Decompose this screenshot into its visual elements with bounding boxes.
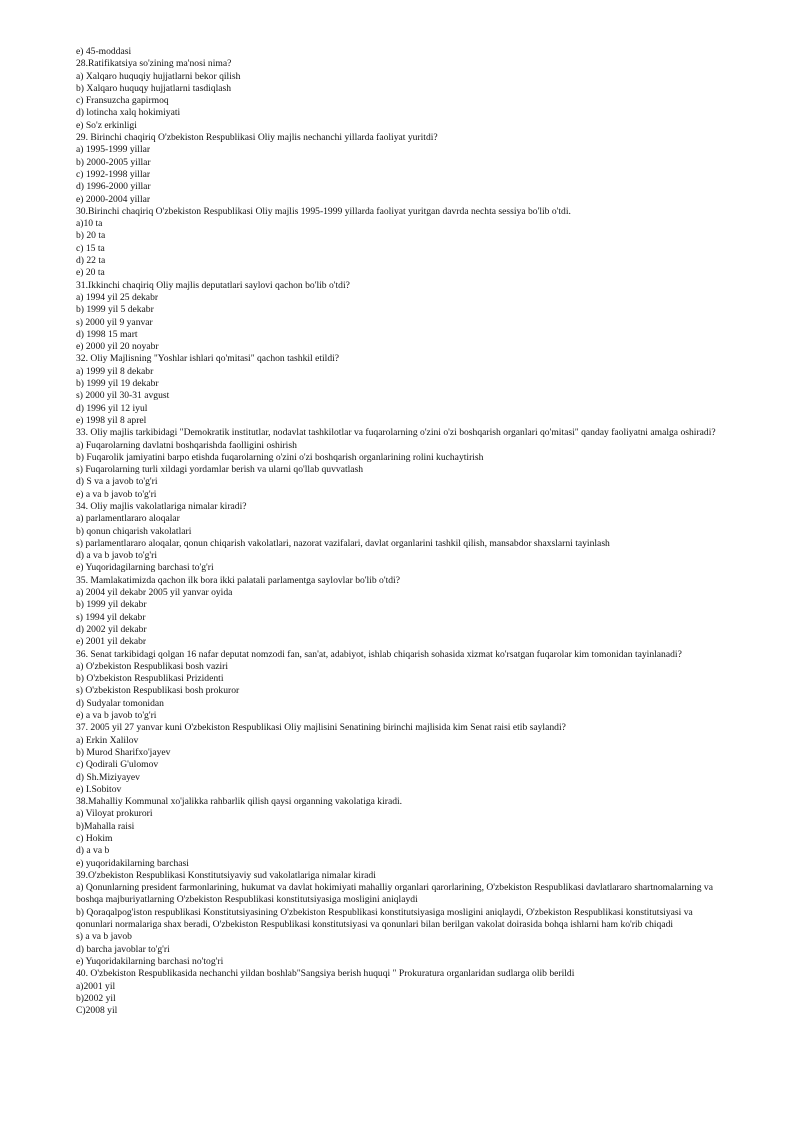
- text-line: 40. O'zbekiston Respublikasida nechanchi yildan boshlab"Sangsiya berish huquqi " Prokuratura organlaridan sudlarga olib berildi: [76, 968, 575, 980]
- text-line: a) Erkin Xalilov: [76, 734, 139, 746]
- text-line: a) Xalqaro huquqiy hujjatlarni bekor qilish: [76, 70, 241, 82]
- text-line: a) Fuqarolarning davlatni boshqarishda faolligini oshirish: [76, 439, 297, 451]
- text-line: e) 2001 yil dekabr: [76, 636, 147, 648]
- text-line: c) Hokim: [76, 833, 113, 844]
- text-line: a) O'zbekiston Respublikasi bosh vaziri: [76, 660, 229, 672]
- text-line: 38.Mahalliy Kommunal xo'jalikka rahbarlik qilish qaysi organning vakolatiga kiradi.: [76, 796, 403, 808]
- text-line: d) 1998 15 mart: [76, 328, 138, 340]
- text-line: d) Sudyalar tomonidan: [76, 697, 164, 709]
- text-line: a) Qonunlarning president farmonlarining, hukumat va davlat hokimiyati mahalliy organlari qarorlarining, O'zbekiston Respublikasi davlatlararo shartnomalarning va boshqa majburiyatlarning O'zbekiston Respublikasi konstitutsiyasiga mosligini aniqlaydi: [76, 882, 713, 906]
- text-line: e) Yuqoridakilarning barchasi no'tog'ri: [76, 955, 224, 967]
- text-line: e) 2000 yil 20 noyabr: [76, 341, 159, 353]
- text-line: d) a va b: [76, 845, 110, 857]
- text-line: b) 1999 yil 19 dekabr: [76, 378, 159, 390]
- text-line: a) 1994 yil 25 dekabr: [76, 291, 159, 303]
- text-line: e) 20 ta: [76, 267, 105, 279]
- text-line: a) 2004 yil dekabr 2005 yil yanvar oyida: [76, 587, 233, 599]
- text-line: b) 1999 yil 5 dekabr: [76, 304, 154, 316]
- text-line: b) 1999 yil dekabr: [76, 599, 147, 611]
- text-line: 36. Senat tarkibidagi qolgan 16 nafar deputat nomzodi fan, san'at, adabiyot, ishlab chiqarish sohasida xizmat ko'rsatgan fuqarolar kim tomonidan tayinlanadi?: [76, 648, 682, 660]
- text-line: 28.Ratifikatsiya so'zining ma'nosi nima?: [76, 58, 232, 70]
- text-line: b) Xalqaro huquqy hujjatlarni tasdiqlash: [76, 82, 232, 94]
- text-line: e) Yuqoridagilarning barchasi to'g'ri: [76, 562, 214, 574]
- text-line: s) parlamentlararo aloqalar, qonun chiqarish vakolatlari, nazorat vazifalari, davlat organlarini tashkil qilish, mansabdor shaxslarni tayinlash: [76, 537, 610, 549]
- text-line: 33. Oliy majlis tarkibidagi "Demokratik institutlar, nodavlat tashkilotlar va fuqarolarning o'zini o'zi boshqarish organlari qo'mitasi" qanday faoliyatni amalga oshiradi?: [76, 427, 716, 439]
- text-line: c) 1992-1998 yillar: [76, 168, 151, 180]
- text-line: s) Fuqarolarning turli xildagi yordamlar berish va ularni qo'llab quvvatlash: [76, 464, 364, 476]
- text-line: 39.O'zbekiston Respublikasi Konstitutsiyaviy sud vakolatlariga nimalar kiradi: [76, 869, 376, 881]
- text-line: d) 1996 yil 12 iyul: [76, 402, 148, 414]
- text-line: e) 2000-2004 yillar: [76, 193, 151, 205]
- text-line: d) 1996-2000 yillar: [76, 181, 151, 193]
- text-line: b) 20 ta: [76, 230, 106, 242]
- text-line: a)2001 yil: [76, 980, 116, 992]
- text-line: d) 2002 yil dekabr: [76, 623, 147, 635]
- text-line: s) 1994 yil dekabr: [76, 611, 146, 623]
- text-line: a) Viloyat prokurori: [76, 808, 153, 820]
- text-line: b) Fuqarolik jamiyatini barpo etishda fuqarolarning o'zini o'zi boshqarish organlarining rolini kuchaytirish: [76, 451, 484, 463]
- text-line: d) Sh.Miziyayev: [76, 771, 140, 783]
- text-line: 37. 2005 yil 27 yanvar kuni O'zbekiston Respublikasi Oliy majlisini Senatining birinchi majlisida kim Senat raisi etib saylandi?: [76, 722, 566, 734]
- text-line: e) So'z erkinligi: [76, 119, 137, 131]
- text-line: a) 1995-1999 yillar: [76, 144, 151, 156]
- text-line: C)2008 yil: [76, 1005, 118, 1017]
- text-line: 30.Birinchi chaqiriq O'zbekiston Respublikasi Oliy majlis 1995-1999 yillarda faoliyat yuritgan davrda nechta sessiya bo'lib o'tdi.: [76, 205, 571, 217]
- text-line: 31.Ikkinchi chaqiriq Oliy majlis deputatlari saylovi qachon bo'lib o'tdi?: [76, 279, 350, 291]
- text-line: d) barcha javoblar to'g'ri: [76, 943, 170, 955]
- text-line: e) yuqoridakilarning barchasi: [76, 857, 189, 869]
- text-line: a)10 ta: [76, 218, 103, 230]
- text-line: 34. Oliy majlis vakolatlariga nimalar kiradi?: [76, 500, 247, 512]
- text-line: s) a va b javob: [76, 931, 132, 943]
- text-line: c) Fransuzcha gapirmoq: [76, 95, 169, 107]
- text-line: e) a va b javob to'g'ri: [76, 488, 157, 500]
- text-line: c) 15 ta: [76, 242, 105, 254]
- text-line: c) Qodirali G'ulomov: [76, 759, 159, 771]
- text-line: d) a va b javob to'g'ri: [76, 550, 157, 562]
- text-line: b)2002 yil: [76, 992, 116, 1004]
- text-line: s) 2000 yil 9 yanvar: [76, 316, 153, 328]
- text-line: b) qonun chiqarish vakolatlari: [76, 525, 192, 537]
- text-line: e) 45-moddasi: [76, 46, 132, 57]
- text-line: e) 1998 yil 8 aprel: [76, 414, 147, 426]
- text-line: e) a va b javob to'g'ri: [76, 710, 157, 722]
- text-line: s) 2000 yil 30-31 avgust: [76, 390, 170, 402]
- text-line: b) O'zbekiston Respublikasi Prizidenti: [76, 673, 224, 685]
- text-line: b) Murod Sharifxo'jayev: [76, 746, 171, 758]
- text-line: s) O'zbekiston Respublikasi bosh prokuror: [76, 685, 240, 697]
- text-line: 35. Mamlakatimizda qachon ilk bora ikki palatali parlamentga saylovlar bo'lib o'tdi?: [76, 574, 400, 586]
- text-line: d) S va a javob to'g'ri: [76, 476, 158, 488]
- text-line: b) 2000-2005 yillar: [76, 156, 151, 168]
- text-line: a) 1999 yil 8 dekabr: [76, 365, 154, 377]
- document-text: [76, 46, 726, 1017]
- text-line: a) parlamentlararo aloqalar: [76, 513, 180, 525]
- text-line: e) I.Sobitov: [76, 783, 122, 795]
- text-line: d) lotincha xalq hokimiyati: [76, 107, 181, 119]
- text-line: 32. Oliy Majlisning "Yoshlar ishlari qo'mitasi" qachon tashkil etildi?: [76, 353, 340, 365]
- text-line: 29. Birinchi chaqiriq O'zbekiston Respublikasi Oliy majlis nechanchi yillarda faoliyat yuritdi?: [76, 132, 438, 144]
- text-line: d) 22 ta: [76, 255, 106, 267]
- text-line: b)Mahalla raisi: [76, 820, 135, 832]
- text-line: b) Qoraqalpog'iston respublikasi Konstitutsiyasining O'zbekiston Respublikasi konstitutsiyasiga mosligini aniqlaydi, O'zbekiston Respublikasi konstitutsiyasi va qonunlari normalariga shax beradi, O'zbekiston Respublikasi konstitutsiyasi va qonunlari bilan berilgan vakolat doirasida bohqa ishlarni ham ko'rib chiqadi: [76, 906, 693, 931]
